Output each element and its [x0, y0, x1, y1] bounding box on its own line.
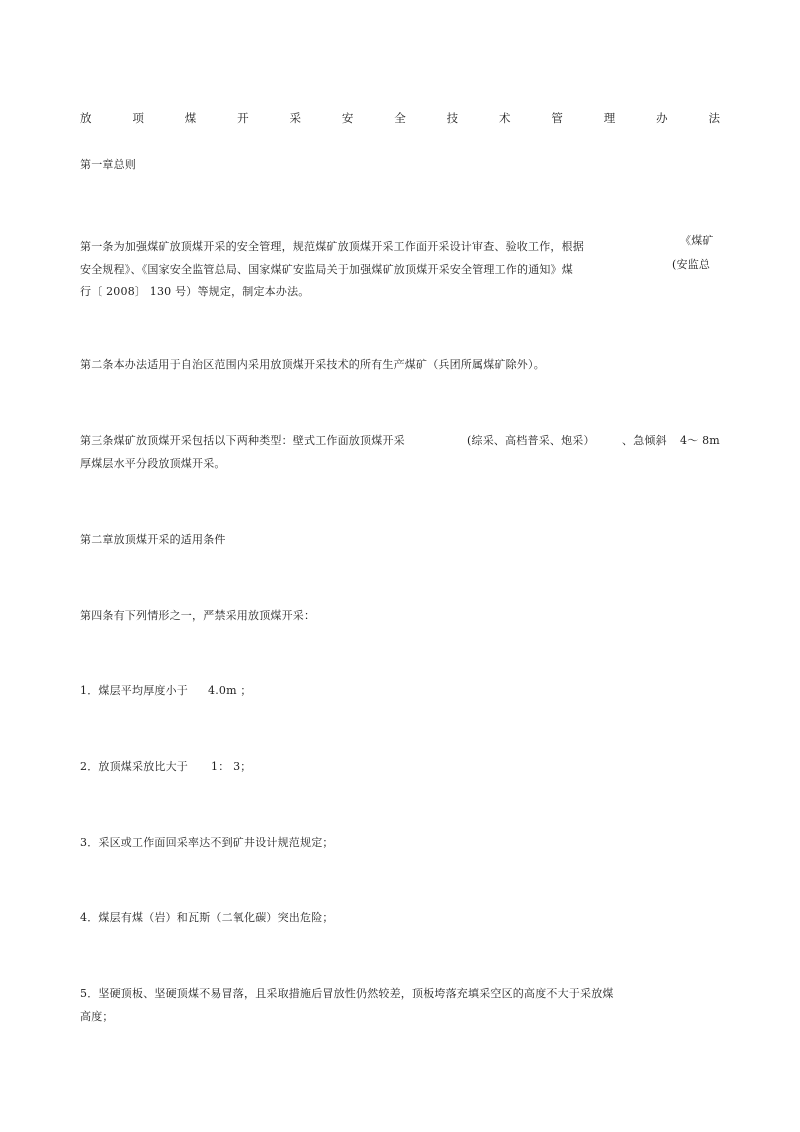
title-char: 采 [289, 111, 301, 125]
title-char: 技 [446, 111, 459, 125]
title-char: 管 [551, 111, 563, 125]
list-item-5-line-2: 高度； [80, 1010, 114, 1023]
title-char: 法 [708, 111, 720, 125]
list-item-5-line-1: 5．坚硬顶板、坚硬顶煤不易冒落，且采取措施后冒放性仍然较差，顶板垮落充填采空区的高度不大于采放煤 [80, 987, 614, 1000]
title-char: 煤 [184, 111, 197, 125]
title-char: 安 [341, 111, 354, 125]
article-1-line-1: 第一条为加强煤矿放顶煤开采的安全管理，规范煤矿放顶煤开采工作面开采设计审查、验收工作，根据 [80, 240, 584, 253]
list-item-3: 3．采区或工作面回采率达不到矿井设计规范规定； [80, 836, 334, 849]
title-char: 术 [499, 111, 511, 125]
article-1-line-2: 安全规程》、《国家安全监管总局、国家煤矿安监局关于加强煤矿放顶煤开采安全管理工作的通知》煤 [80, 263, 573, 276]
article-3-line-1-a: 第三条煤矿放顶煤开采包括以下两种类型：壁式工作面放顶煤开采 [80, 434, 405, 447]
title-char: 理 [603, 111, 616, 125]
title-char: 项 [132, 111, 144, 125]
chapter-heading: 第一章总则 [80, 158, 136, 171]
article-1-line-1-right: 《煤矿 [680, 234, 714, 247]
article-4: 第四条有下列情形之一，严禁采用放顶煤开采： [80, 609, 316, 622]
title-char: 全 [394, 111, 406, 125]
title-char: 开 [237, 111, 249, 125]
list-item-2-value: 1： 3； [211, 760, 252, 773]
article-2: 第二条本办法适用于自治区范围内采用放顶煤开采技术的所有生产煤矿（兵团所属煤矿除外）。 [80, 358, 545, 371]
list-item-4: 4．煤层有煤（岩）和瓦斯（二氧化碳）突出危险； [80, 911, 334, 924]
list-item-2-label: 2．放顶煤采放比大于 [80, 760, 188, 773]
chapter-heading: 第二章放顶煤开采的适用条件 [80, 533, 226, 546]
list-item-1-value: 4.0m ； [208, 684, 252, 697]
article-3-line-1-d: 4～ 8m [680, 434, 720, 447]
title-char: 放 [80, 111, 92, 125]
article-3-line-1-c: 、急倾斜 [622, 434, 667, 447]
document-title [80, 110, 720, 126]
list-item-1-label: 1．煤层平均厚度小于 [80, 684, 188, 697]
article-1-line-3: 行〔 2008〕 130 号）等规定，制定本办法。 [80, 285, 310, 298]
article-3-line-2: 厚煤层水平分段放顶煤开采。 [80, 457, 226, 470]
title-char: 办 [656, 111, 668, 125]
article-3-line-1-b: (综采、高档普采、炮采） [467, 434, 595, 447]
article-1-line-2-right: (安监总 [672, 258, 711, 271]
